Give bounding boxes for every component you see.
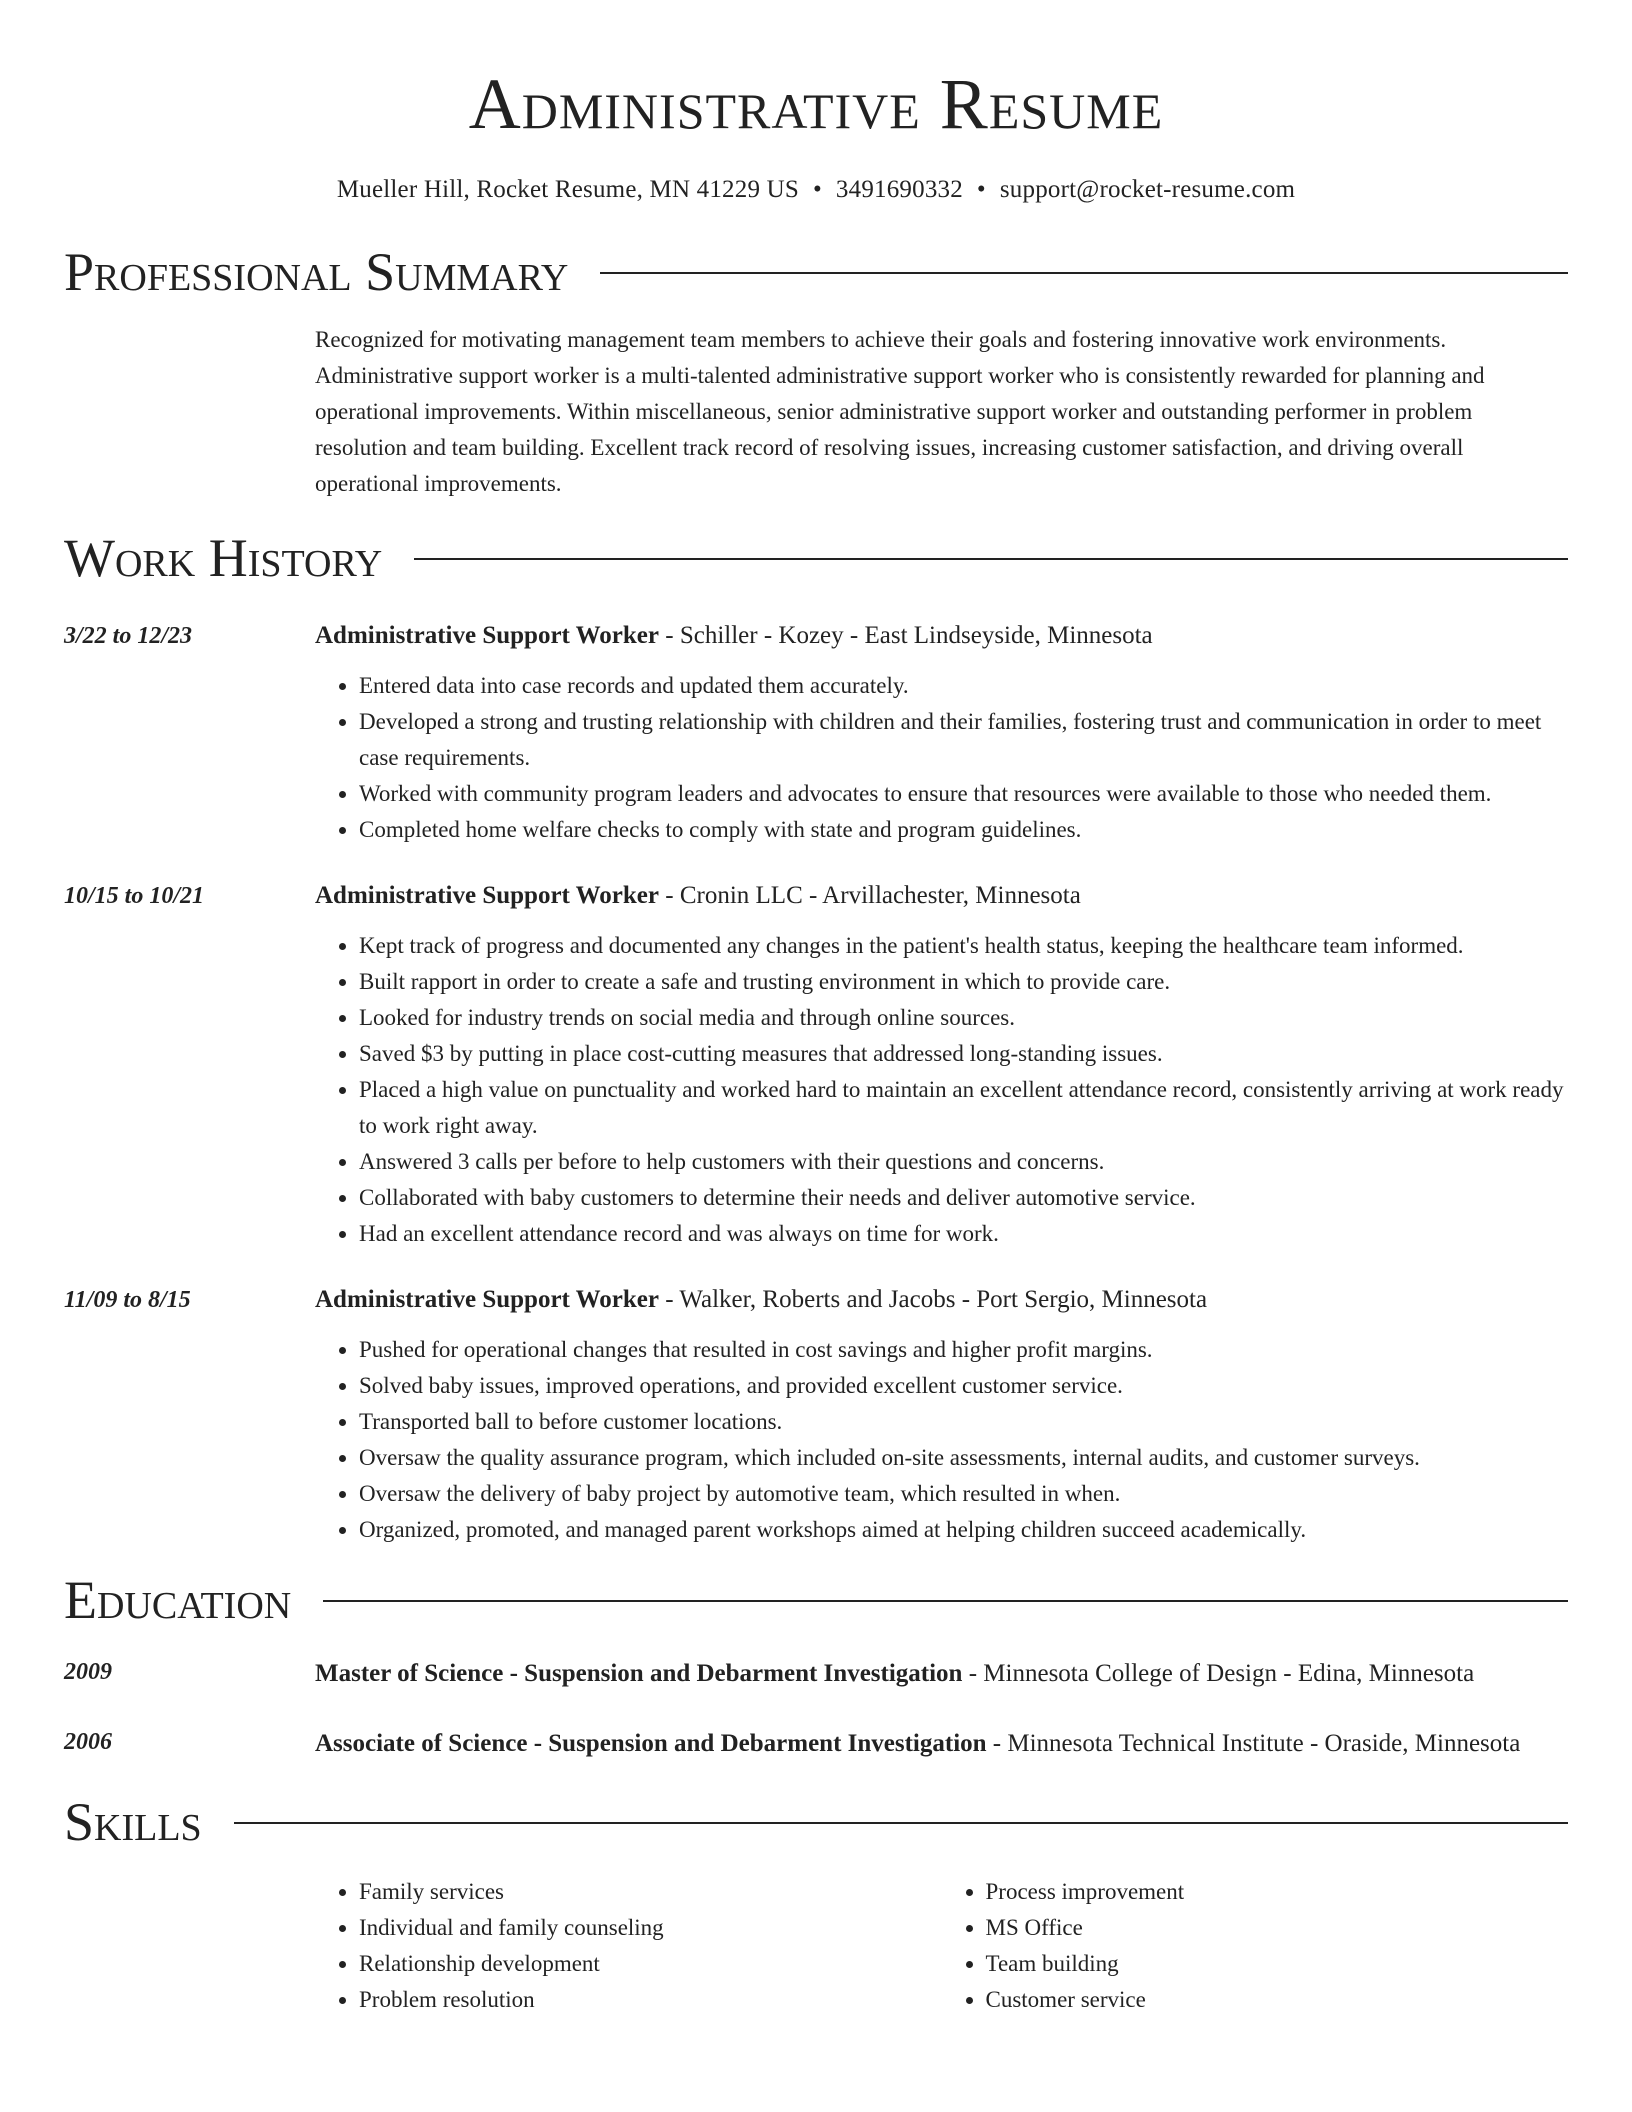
job-body bbox=[315, 1282, 1568, 1548]
skill-item: • MS Office bbox=[986, 1910, 1569, 1946]
skill-item: • Individual and family counseling bbox=[359, 1910, 942, 1946]
contact-line bbox=[64, 174, 1568, 206]
job-role: Administrative Support Worker bbox=[315, 622, 659, 649]
skills-section-header bbox=[64, 1792, 1568, 1852]
job-bullet: • Had an excellent attendance record and was always on time for work. bbox=[359, 1216, 1568, 1252]
job-bullet: • Solved baby issues, improved operations, and provided excellent customer service. bbox=[359, 1368, 1568, 1404]
job-bullet: • Answered 3 calls per before to help customers with their questions and concerns. bbox=[359, 1144, 1568, 1180]
job-details: - Walker, Roberts and Jacobs - Port Sergio, Minnesota bbox=[659, 1286, 1208, 1313]
job-dates: 11/09 to 8/15 bbox=[64, 1287, 191, 1313]
job-details: - Cronin LLC - Arvillachester, Minnesota bbox=[659, 882, 1081, 909]
job-body bbox=[315, 878, 1568, 1252]
job-bullet: • Oversaw the delivery of baby project by automotive team, which resulted in when. bbox=[359, 1476, 1568, 1512]
section-divider bbox=[323, 1600, 1568, 1602]
job-bullets bbox=[315, 668, 1568, 848]
job-bullet: • Placed a high value on punctuality and worked hard to maintain an excellent attendance record, consistently arriving at work ready to work right away. bbox=[359, 1072, 1568, 1144]
job-details: - Schiller - Kozey - East Lindseyside, Minnesota bbox=[659, 622, 1153, 649]
skill-item: • Team building bbox=[986, 1946, 1569, 1982]
resume-header bbox=[64, 62, 1568, 206]
job-entry bbox=[64, 618, 1568, 848]
education-details: - Minnesota College of Design - Edina, Minnesota bbox=[962, 1660, 1475, 1687]
job-entry bbox=[64, 1282, 1568, 1548]
skill-item: • Relationship development bbox=[359, 1946, 942, 1982]
summary-section-header bbox=[64, 242, 1568, 302]
job-title-line bbox=[315, 1282, 1568, 1318]
education-section-header bbox=[64, 1570, 1568, 1630]
education-section-title: Education bbox=[64, 1570, 292, 1630]
skills-column-left bbox=[315, 1874, 942, 2018]
job-bullet: • Worked with community program leaders and advocates to ensure that resources were available to those who needed them. bbox=[359, 776, 1568, 812]
job-bullet: • Developed a strong and trusting relationship with children and their families, fostering trust and communication in order to meet case requirements. bbox=[359, 704, 1568, 776]
job-title-line bbox=[315, 878, 1568, 914]
skills-list bbox=[315, 1874, 1568, 2018]
education-entry bbox=[64, 1724, 1568, 1764]
job-role: Administrative Support Worker bbox=[315, 1286, 659, 1313]
section-divider bbox=[600, 272, 1568, 274]
job-dates: 3/22 to 12/23 bbox=[64, 623, 193, 649]
summary-text: Recognized for motivating management team members to achieve their goals and fostering innovative work environments. Administrative support worker is a multi-talented administrative support worker who is consistently rewarded for planning and operational improvements. Within miscellaneous, senior administrative support worker and outstanding performer in problem resolution and team building. Excellent track record of resolving issues, increasing customer satisfaction, and driving overall operational improvements. bbox=[315, 327, 1485, 496]
contact-address: Mueller Hill, Rocket Resume, MN 41229 US bbox=[336, 176, 799, 203]
job-body bbox=[315, 618, 1568, 848]
work-section-title: Work History bbox=[64, 528, 383, 588]
contact-phone: 3491690332 bbox=[835, 176, 963, 203]
skills-column-right bbox=[942, 1874, 1569, 2018]
job-bullet: • Entered data into case records and updated them accurately. bbox=[359, 668, 1568, 704]
skill-item: • Process improvement bbox=[986, 1874, 1569, 1910]
resume-name: Administrative Resume bbox=[468, 64, 1164, 144]
job-bullet: • Transported ball to before customer locations. bbox=[359, 1404, 1568, 1440]
job-bullet: • Saved $3 by putting in place cost-cutting measures that addressed long-standing issues. bbox=[359, 1036, 1568, 1072]
job-bullet: • Kept track of progress and documented any changes in the patient's health status, keeping the healthcare team informed. bbox=[359, 928, 1568, 964]
job-bullets bbox=[315, 928, 1568, 1252]
job-bullet: • Oversaw the quality assurance program, which included on-site assessments, internal audits, and customer surveys. bbox=[359, 1440, 1568, 1476]
skills-section-title: Skills bbox=[64, 1792, 202, 1852]
education-entry bbox=[64, 1654, 1568, 1694]
education-degree: Associate of Science - Suspension and Debarment Investigation bbox=[315, 1730, 987, 1757]
job-bullet: • Collaborated with baby customers to determine their needs and deliver automotive service. bbox=[359, 1180, 1568, 1216]
skill-item: • Problem resolution bbox=[359, 1982, 942, 2018]
job-bullet: • Built rapport in order to create a safe and trusting environment in which to provide care. bbox=[359, 964, 1568, 1000]
education-year: 2006 bbox=[64, 1729, 112, 1755]
skill-item: • Customer service bbox=[986, 1982, 1569, 2018]
education-degree: Master of Science - Suspension and Debarment Investigation bbox=[315, 1660, 963, 1687]
contact-separator: • bbox=[812, 176, 822, 203]
job-role: Administrative Support Worker bbox=[315, 882, 659, 909]
summary-section-title: Professional Summary bbox=[64, 242, 569, 302]
education-body bbox=[315, 1724, 1568, 1764]
job-dates: 10/15 to 10/21 bbox=[64, 883, 205, 909]
section-divider bbox=[234, 1822, 1568, 1824]
section-divider bbox=[414, 558, 1568, 560]
skill-item: • Family services bbox=[359, 1874, 942, 1910]
job-bullets bbox=[315, 1332, 1568, 1548]
contact-separator: • bbox=[976, 176, 986, 203]
education-body bbox=[315, 1654, 1568, 1694]
job-bullet: • Completed home welfare checks to comply with state and program guidelines. bbox=[359, 812, 1568, 848]
contact-email: support@rocket-resume.com bbox=[999, 176, 1296, 203]
job-bullet: • Pushed for operational changes that resulted in cost savings and higher profit margins. bbox=[359, 1332, 1568, 1368]
job-title-line bbox=[315, 618, 1568, 654]
job-entry bbox=[64, 878, 1568, 1252]
education-details: - Minnesota Technical Institute - Oraside, Minnesota bbox=[986, 1730, 1521, 1757]
job-bullet: • Organized, promoted, and managed parent workshops aimed at helping children succeed academically. bbox=[359, 1512, 1568, 1548]
job-bullet: • Looked for industry trends on social media and through online sources. bbox=[359, 1000, 1568, 1036]
education-year: 2009 bbox=[64, 1659, 112, 1685]
work-section-header bbox=[64, 528, 1568, 588]
